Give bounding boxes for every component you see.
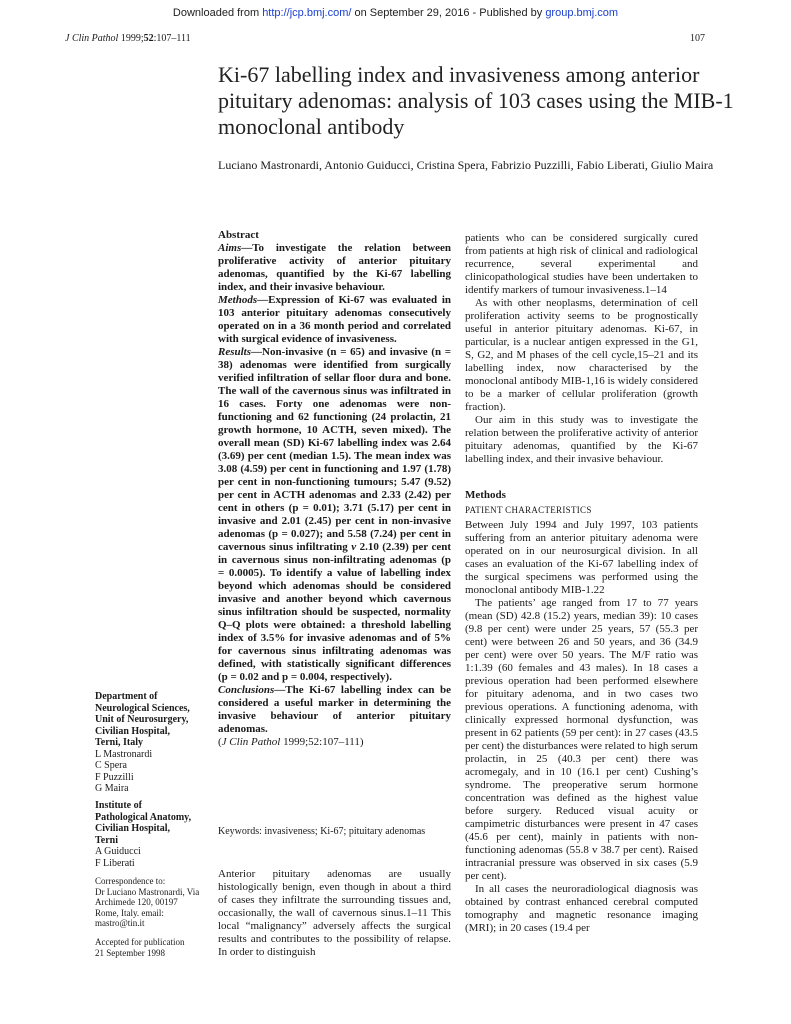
abstract-aims: Aims—To investigate the relation between proliferative activity of anterior pituitary adenomas, quantified by the Ki-67 labelling index, and their invasive behaviour.	[218, 242, 451, 293]
paragraph-4: Between July 1994 and July 1997, 103 patients suffering from an anterior pituitary adenoma were operated on in our neurosurgical division. In all cases an evaluation of the Ki-67 labelling index of the surgical specimens was performed using the monoclonal antibody MIB-1.22	[465, 519, 698, 596]
abstract-conclusions: Conclusions—The Ki-67 labelling index can be considered a useful marker in determining the invasive behaviour of anterior pituitary adenomas.	[218, 684, 451, 735]
intro-paragraph: Anterior pituitary adenomas are usually histologically benign, even though in about a third of cases they infiltrate the surrounding tissues and, occasionally, the wall of cavernous sinus.1–11 This local “malignancy” adversely affects the surgical results and contributes to the possibility of relapse. In order to distinguish	[218, 868, 451, 958]
abstract-heading: Abstract	[218, 229, 259, 241]
intro-left-column	[218, 868, 451, 959]
paragraph-2: As with other neoplasms, determination of cell proliferation activity seems to be prognostically useful in anterior pituitary adenomas. Ki-67, in particular, is a nuclear antigen expressed in the G1, S, G2, and M phases of the cell cycle,15–21 and its labelling index, now characterised by the monoclonal antibody MIB-1,16 is widely considered to be a marker of cellular proliferation (growth fraction).	[465, 297, 698, 413]
abstract-methods: Methods—Expression of Ki-67 was evaluated in 103 anterior pituitary adenomas consecutively operated on in a 36 month period and correlated with surgical evidence of invasiveness.	[218, 294, 451, 345]
keywords: Keywords: invasiveness; Ki-67; pituitary adenomas	[218, 826, 426, 837]
accepted-date: Accepted for publication 21 September 1998	[95, 937, 185, 958]
abstract-citation: (J Clin Pathol 1999;52:107–111)	[218, 736, 364, 748]
article-title: Ki-67 labelling index and invasiveness among anterior pituitary adenomas: analysis of 103 cases using the MIB-1 monoclonal antibody	[218, 62, 734, 139]
paragraph-1: patients who can be considered surgically cured from patients at high risk of clinical and radiological recurrence, several experimental and clinicopathological studies have been undertaken to identify markers of tumour invasiveness.1–14	[465, 232, 698, 296]
right-column	[465, 232, 698, 935]
publisher-link[interactable]: group.bmj.com	[545, 7, 619, 19]
abstract-results: Results—Non-invasive (n = 65) and invasive (n = 38) adenomas were identified from surgically verified infiltration of sellar floor dura and bone. The wall of the cavernous sinus was infiltrated in 16 cases. Forty one adenomas were non-functioning and 62 functioning (24 prolactin, 21 growth hormone, 10 ACTH, seven mixed). The overall mean (SD) Ki-67 labelling index was 2.64 (3.69) per cent (median 1.5). The mean index was 3.08 (4.59) per cent in functioning and 1.97 (1.78) per cent in non-functioning tumours; 5.47 (9.52) per cent in ACTH adenomas and 2.33 (2.42) per cent in others (p = 0.01); 3.71 (5.17) per cent in invasive and 2.01 (2.45) per cent in non-invasive adenomas (p = 0.027); and 5.58 (7.24) per cent in cavernous sinus infiltrating v 2.10 (2.39) per cent in cavernous sinus non-infiltrating adenomas (p = 0.0005). To identify a value of labelling index beyond which adenomas should be considered invasive and another beyond which cavernous sinus infiltration should be suspected, normality Q–Q plots were obtained: a threshold labelling index of 3.5% for invasive adenomas and of 5% for cavernous sinus infiltrating adenomas was defined, with statistically significant differences (p = 0.02 and p = 0.004, respectively).	[218, 346, 451, 683]
patient-characteristics-subheading: PATIENT CHARACTERISTICS	[465, 505, 592, 515]
correspondence: Correspondence to: Dr Luciano Mastronardi, Via Archimede 120, 00197 Rome, Italy. email: mastro@tin.it	[95, 876, 200, 928]
paragraph-6: In all cases the neuroradiological diagnosis was obtained by contrast enhanced cerebral computed tomography and magnetic resonance imaging (MRI); in 20 cases (19.4 per	[465, 883, 698, 934]
affiliation-2: Institute of Pathological Anatomy, Civilian Hospital, Terni A Guiducci F Liberati	[95, 800, 192, 869]
methods-heading: Methods	[465, 489, 506, 501]
paragraph-5: The patients’ age ranged from 17 to 77 years (mean (SD) 42.8 (15.2) years, median 39): 10 cases (9.8 per cent) were under 25 years, 57 (55.3 per cent) were between 26 and 50 years, and 36 (34.9 per cent) were over 50 years. The M/F ratio was 1:1.39 (60 females and 43 males). In 18 cases a previous operation had been performed elsewhere for pituitary adenoma, and in two cases two previous operations. A functioning adenoma, with clinically expressed hormonal dysfunction, was present in 62 patients (59 per cent): in 27 cases (43.5 per cent) the disturbances were related to high serum prolactin, in 25 (40.3 per cent) there was acromegaly, and in 10 (16.1 per cent) Cushing’s syndrome. The preoperative serum hormone concentration was defined as the highest value before surgery. Reduced visual acuity or campimetric disturbances were present in 47 cases (45.6 per cent), mainly in patients with non-functioning adenomas (55.8 v 38.7 per cent). Raised intracranial pressure was observed in six cases (5.9 per cent).	[465, 597, 698, 882]
journal-url-link[interactable]: http://jcp.bmj.com/	[262, 7, 352, 19]
running-head: J Clin Pathol 1999;52:107–111	[65, 33, 191, 44]
download-banner: Downloaded from http://jcp.bmj.com/ on September 29, 2016 - Published by group.bmj.com	[172, 7, 619, 19]
page-number: 107	[690, 33, 705, 44]
affiliation-1: Department of Neurological Sciences, Unit of Neurosurgery, Civilian Hospital, Terni, Italy L Mastronardi C Spera F Puzzilli G Maira	[95, 691, 190, 794]
author-list: Luciano Mastronardi, Antonio Guiducci, Cristina Spera, Fabrizio Puzzilli, Fabio Liberati, Giulio Maira	[218, 158, 714, 172]
abstract	[218, 229, 451, 749]
paragraph-3: Our aim in this study was to investigate the relation between the proliferative activity of anterior pituitary adenomas, quantified by the Ki-67 labelling index, and their invasive behaviour.	[465, 414, 698, 465]
